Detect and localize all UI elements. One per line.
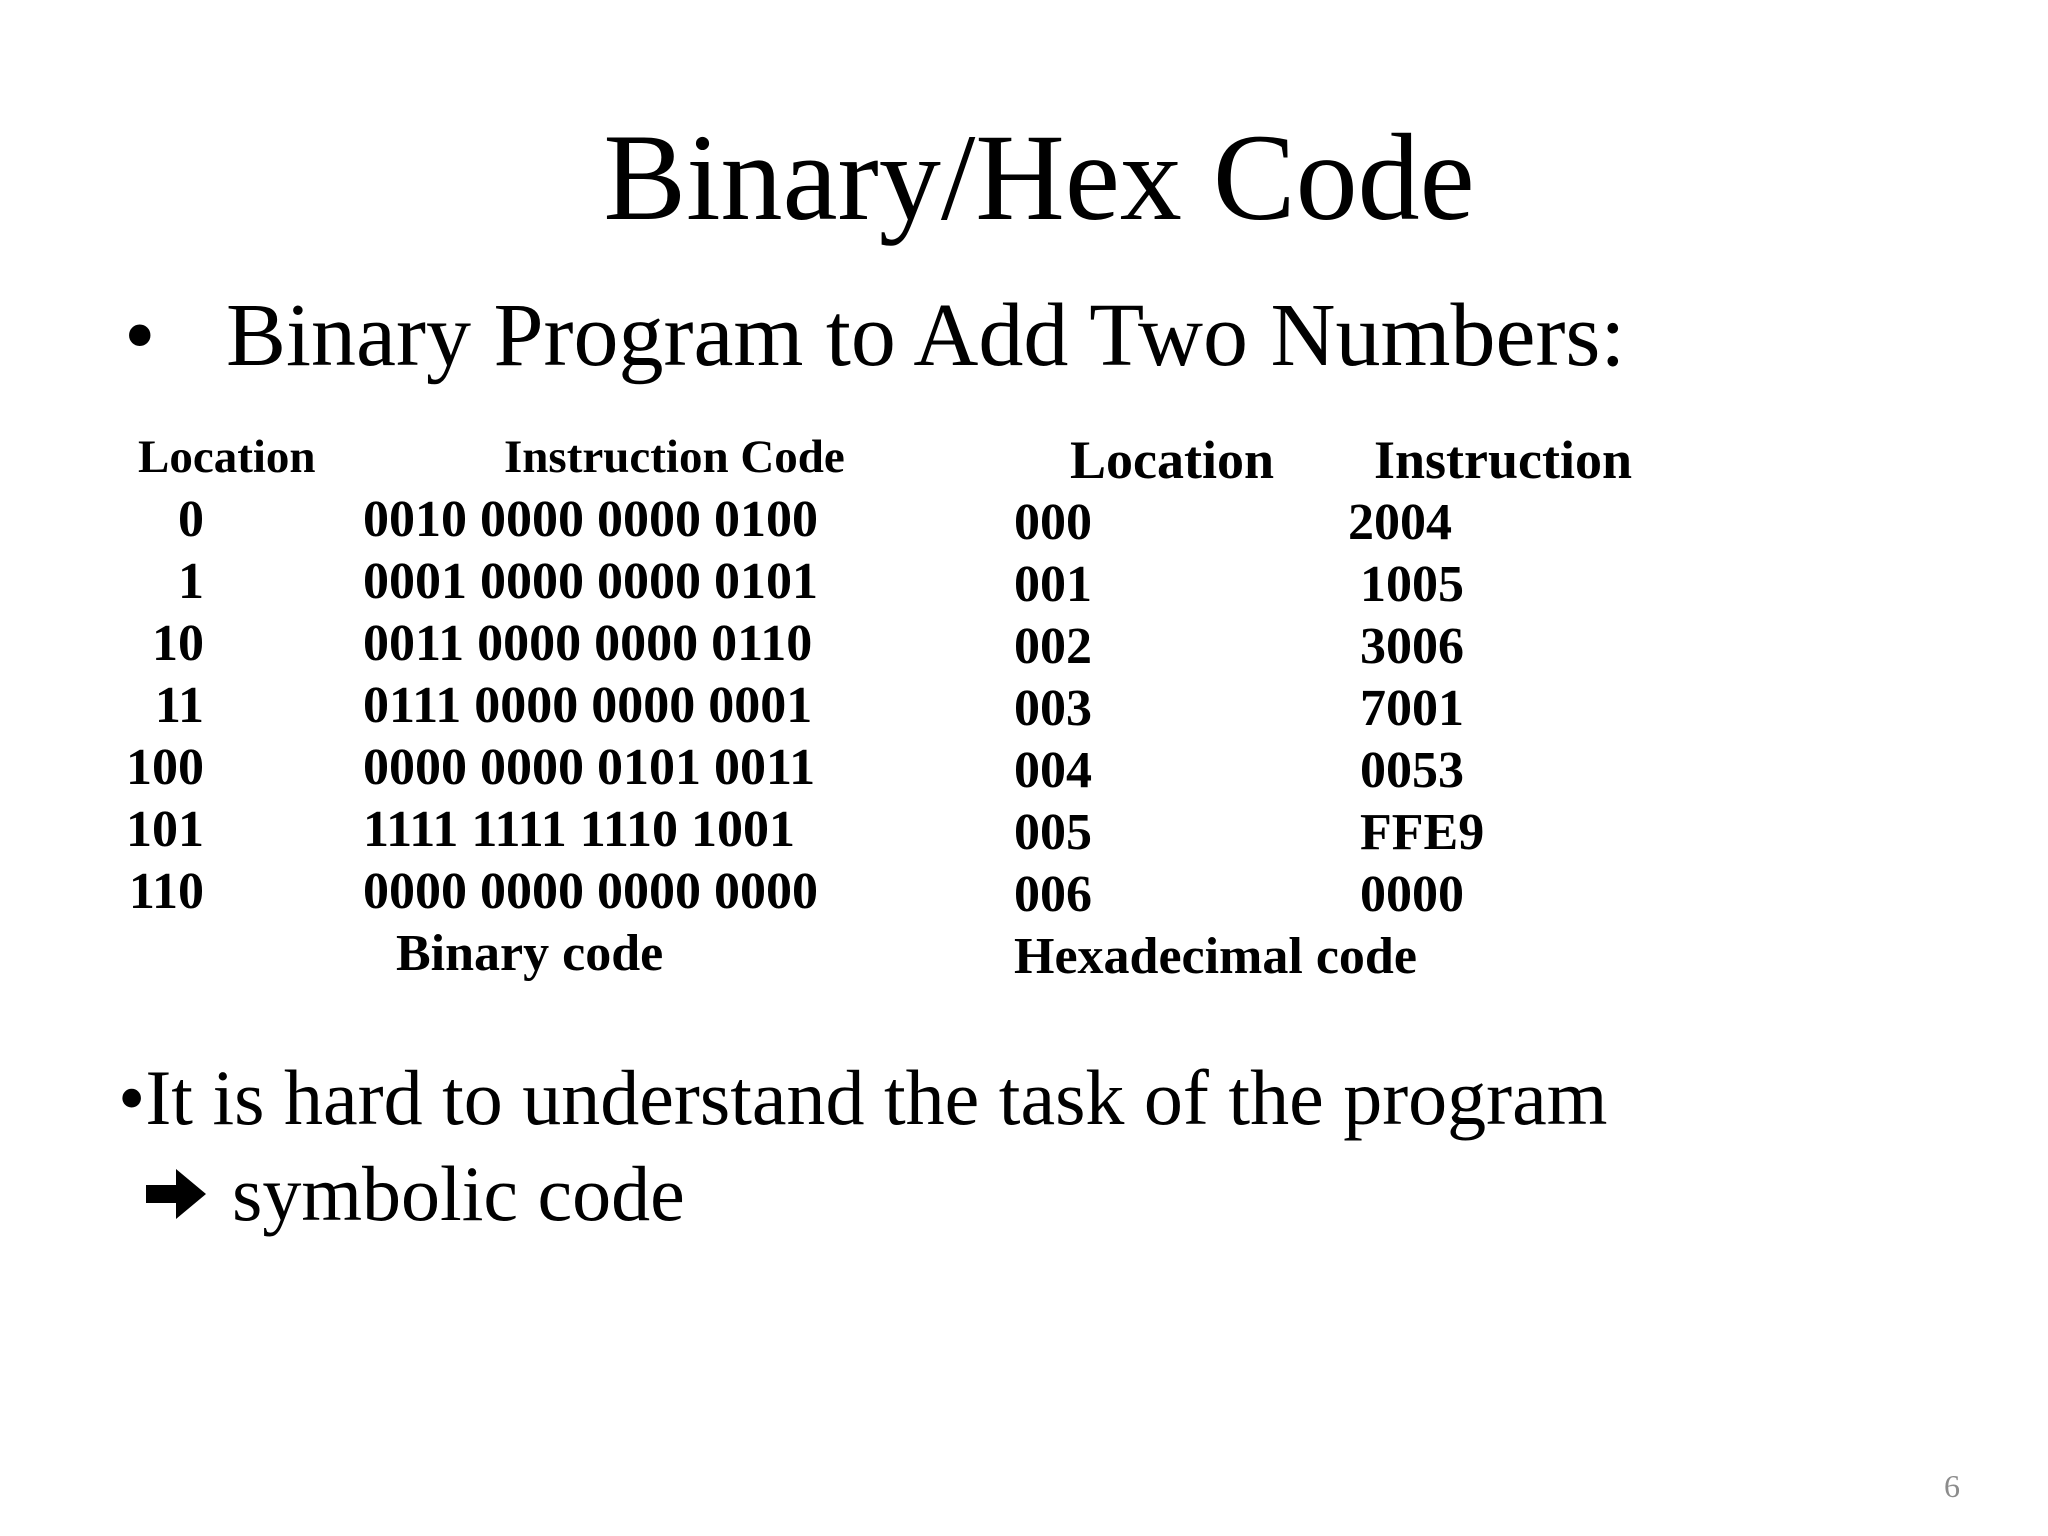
hex-code-caption: Hexadecimal code — [1014, 928, 1417, 985]
binary-location-cell: 11 — [154, 677, 204, 734]
binary-code-cell: 0001 0000 0000 0101 — [363, 553, 818, 610]
binary-code-cell: 0010 0000 0000 0100 — [363, 491, 818, 548]
hex-location-cell: 004 — [1014, 742, 1092, 799]
note-marker: • — [118, 1054, 146, 1141]
binary-code-cell: 0111 0000 0000 0001 — [363, 677, 813, 734]
binary-code-caption: Binary code — [396, 925, 664, 982]
binary-code-cell: 0000 0000 0101 0011 — [363, 739, 816, 796]
binary-header-instruction: Instruction Code — [504, 431, 845, 483]
bullet-item — [124, 286, 1625, 386]
hex-code-cell: 2004 — [1348, 494, 1452, 551]
binary-location-cell: 0 — [178, 491, 204, 548]
bullet-text: Binary Program to Add Two Numbers: — [226, 286, 1626, 385]
right-arrow-icon — [146, 1148, 208, 1204]
binary-code-cell: 1111 1111 1110 1001 — [363, 801, 796, 858]
slide-title: Binary/Hex Code — [603, 109, 1475, 246]
note-bullet — [118, 1050, 1607, 1146]
hex-location-cell: 006 — [1014, 866, 1092, 923]
hex-code-cell: 1005 — [1360, 556, 1464, 613]
page-number: 6 — [1944, 1468, 1960, 1504]
binary-location-cell: 10 — [152, 615, 204, 672]
binary-location-cell: 101 — [126, 801, 204, 858]
hex-location-cell: 003 — [1014, 680, 1092, 737]
hex-code-cell: 7001 — [1360, 680, 1464, 737]
hex-code-cell: 0053 — [1360, 742, 1464, 799]
hex-location-cell: 001 — [1014, 556, 1092, 613]
binary-location-cell: 100 — [126, 739, 204, 796]
note-text: It is hard to understand the task of the program — [145, 1054, 1608, 1141]
hex-header-location: Location — [1070, 430, 1275, 490]
hex-code-cell: FFE9 — [1360, 804, 1485, 861]
binary-code-cell: 0000 0000 0000 0000 — [363, 863, 818, 920]
bullet-marker: • — [124, 286, 156, 385]
hex-code-cell: 0000 — [1360, 866, 1464, 923]
hex-location-cell: 005 — [1014, 804, 1092, 861]
binary-code-cell: 0011 0000 0000 0110 — [363, 615, 813, 672]
hex-location-cell: 000 — [1014, 494, 1092, 551]
note-followup-text: symbolic code — [232, 1150, 685, 1237]
hex-header-instruction: Instruction — [1374, 430, 1633, 490]
hex-location-cell: 002 — [1014, 618, 1092, 675]
note-followup-line — [146, 1146, 685, 1242]
binary-location-cell: 1 — [178, 553, 204, 610]
binary-header-location: Location — [138, 431, 316, 483]
binary-location-cell: 110 — [128, 863, 204, 920]
hex-code-cell: 3006 — [1360, 618, 1464, 675]
